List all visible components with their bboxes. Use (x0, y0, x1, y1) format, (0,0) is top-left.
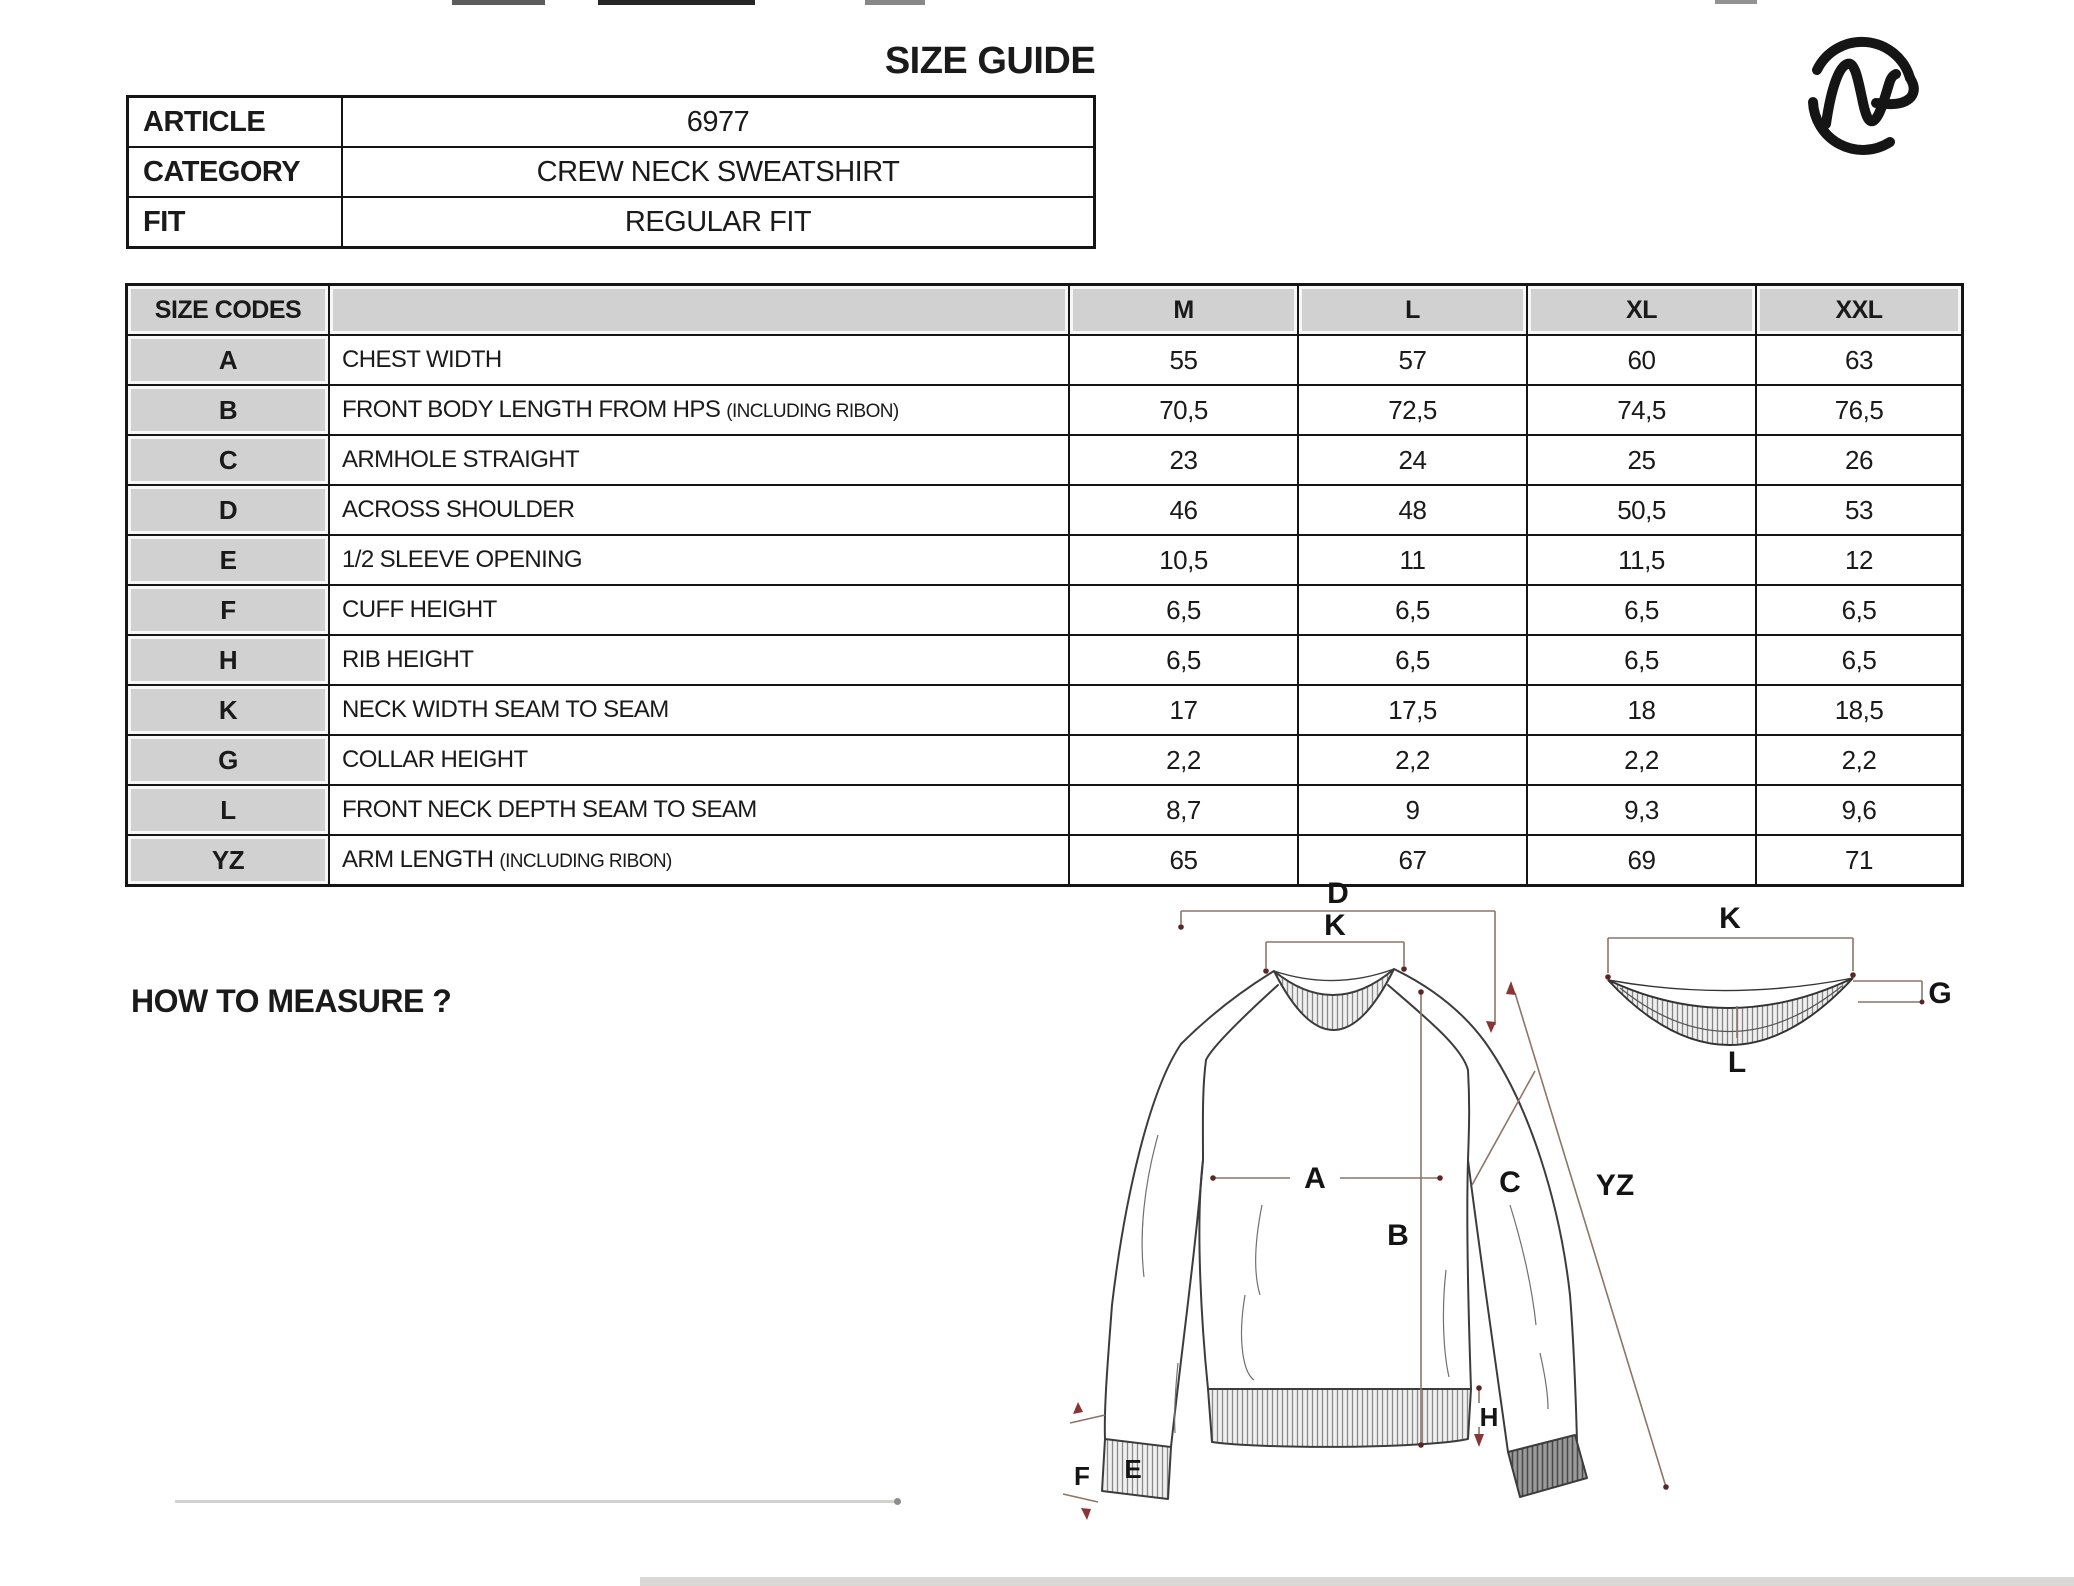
measure-name: ARM LENGTH (342, 846, 494, 873)
label-c: C (1499, 1166, 1521, 1199)
size-code: F (128, 586, 328, 634)
measure-value: 6,5 (1298, 635, 1527, 685)
scan-artifact-streak (175, 1500, 898, 1503)
measure-value: 74,5 (1527, 385, 1756, 435)
right-cuff-ribbing (1508, 1435, 1587, 1497)
collar-label-l: L (1727, 1046, 1747, 1079)
empty-header-cell (330, 286, 1068, 334)
hem-ribbing (1208, 1389, 1471, 1447)
table-row (128, 197, 1095, 248)
measure-value: 6,5 (1069, 635, 1298, 685)
measure-value: 69 (1527, 835, 1756, 886)
collar-ribbing (1274, 969, 1394, 1030)
info-value: CREW NECK SWEATSHIRT (342, 147, 1095, 197)
info-label: ARTICLE (128, 97, 343, 148)
measure-value: 24 (1298, 435, 1527, 485)
scan-artifact-dot (894, 1498, 901, 1505)
label-b: B (1387, 1219, 1409, 1252)
logo-n-icon (1826, 64, 1896, 124)
collar-band (1608, 978, 1853, 1045)
label-a: A (1304, 1162, 1326, 1195)
measure-value: 9,6 (1756, 785, 1963, 835)
label-d: D (1327, 877, 1349, 910)
table-row (127, 785, 1963, 835)
measure-value: 71 (1756, 835, 1963, 886)
size-code: YZ (128, 836, 328, 884)
scan-artifact-top (1715, 0, 1757, 4)
measure-value: 6,5 (1756, 635, 1963, 685)
table-row (127, 335, 1963, 385)
measure-value: 2,2 (1069, 735, 1298, 785)
scan-artifact-top (865, 0, 925, 5)
measure-value: 48 (1298, 485, 1527, 535)
measure-value: 76,5 (1756, 385, 1963, 435)
info-label: FIT (128, 197, 343, 248)
measure-note: (INCLUDING RIBON) (726, 401, 899, 422)
measure-name: NECK WIDTH SEAM TO SEAM (342, 696, 669, 723)
size-code: E (128, 536, 328, 584)
collar-detail-diagram (1590, 880, 2070, 1120)
page-title: SIZE GUIDE (884, 40, 1096, 82)
size-code: G (128, 736, 328, 784)
sweatshirt-diagram (1040, 875, 1680, 1575)
label-k: K (1324, 909, 1346, 942)
product-info-table (126, 95, 1096, 249)
measure-value: 6,5 (1756, 585, 1963, 635)
measure-value: 9 (1298, 785, 1527, 835)
measure-name: FRONT NECK DEPTH SEAM TO SEAM (342, 796, 757, 823)
table-row (127, 535, 1963, 585)
size-header-xl: XL (1528, 286, 1755, 334)
label-e: E (1124, 1454, 1142, 1484)
table-row (127, 385, 1963, 435)
measure-value: 12 (1756, 535, 1963, 585)
scan-artifact-bottom-band (640, 1577, 2074, 1586)
measure-value: 50,5 (1527, 485, 1756, 535)
measure-value: 11,5 (1527, 535, 1756, 585)
table-row (127, 635, 1963, 685)
measure-value: 9,3 (1527, 785, 1756, 835)
info-value: REGULAR FIT (342, 197, 1095, 248)
measure-value: 53 (1756, 485, 1963, 535)
info-value: 6977 (342, 97, 1095, 148)
measure-value: 67 (1298, 835, 1527, 886)
how-to-measure-heading: HOW TO MEASURE ? (131, 983, 452, 1019)
label-h: H (1479, 1402, 1499, 1432)
table-row (127, 585, 1963, 635)
size-header-xxl: XXL (1757, 286, 1961, 334)
measure-name: ACROSS SHOULDER (342, 496, 575, 523)
measure-value: 63 (1756, 335, 1963, 385)
table-row (127, 435, 1963, 485)
measure-value: 11 (1298, 535, 1527, 585)
measure-value: 70,5 (1069, 385, 1298, 435)
measure-name: FRONT BODY LENGTH FROM HPS (342, 396, 721, 423)
sweatshirt-outline (1105, 969, 1577, 1452)
measure-value: 55 (1069, 335, 1298, 385)
measure-value: 46 (1069, 485, 1298, 535)
measure-value: 23 (1069, 435, 1298, 485)
measure-value: 26 (1756, 435, 1963, 485)
measure-value: 2,2 (1298, 735, 1527, 785)
info-label: CATEGORY (128, 147, 343, 197)
measure-value: 65 (1069, 835, 1298, 886)
size-code: B (128, 386, 328, 434)
scan-artifact-top (452, 0, 545, 5)
scan-artifact-top (598, 0, 755, 5)
measure-name: COLLAR HEIGHT (342, 746, 528, 773)
measure-name: CUFF HEIGHT (342, 596, 497, 623)
measure-name: CHEST WIDTH (342, 346, 502, 373)
label-yz: YZ (1595, 1169, 1635, 1202)
measure-value: 60 (1527, 335, 1756, 385)
measure-value: 17 (1069, 685, 1298, 735)
collar-label-k: K (1719, 902, 1741, 935)
table-row (127, 735, 1963, 785)
measure-value: 57 (1298, 335, 1527, 385)
measure-value: 18 (1527, 685, 1756, 735)
size-code: D (128, 486, 328, 534)
table-row (127, 685, 1963, 735)
size-measurements-table (125, 283, 1964, 887)
measure-value: 18,5 (1756, 685, 1963, 735)
measure-value: 6,5 (1527, 635, 1756, 685)
table-row (128, 147, 1095, 197)
size-code: A (128, 336, 328, 384)
size-code: H (128, 636, 328, 684)
measure-value: 2,2 (1756, 735, 1963, 785)
measure-value: 17,5 (1298, 685, 1527, 735)
table-row (127, 485, 1963, 535)
measure-value: 72,5 (1298, 385, 1527, 435)
size-codes-header: SIZE CODES (128, 286, 328, 334)
measure-name: ARMHOLE STRAIGHT (342, 446, 580, 473)
size-code: K (128, 686, 328, 734)
table-header-row (127, 285, 1963, 336)
measure-note: (INCLUDING RIBON) (499, 851, 672, 872)
measure-value: 6,5 (1069, 585, 1298, 635)
measure-value: 10,5 (1069, 535, 1298, 585)
size-code: L (128, 786, 328, 834)
brand-logo-icon (1800, 36, 1925, 158)
size-code: C (128, 436, 328, 484)
label-f: F (1074, 1461, 1090, 1491)
measure-name: RIB HEIGHT (342, 646, 474, 673)
measure-name: 1/2 SLEEVE OPENING (342, 546, 582, 573)
measure-value: 6,5 (1527, 585, 1756, 635)
collar-label-g: G (1928, 977, 1952, 1010)
measure-value: 8,7 (1069, 785, 1298, 835)
measure-value: 25 (1527, 435, 1756, 485)
measure-value: 6,5 (1298, 585, 1527, 635)
table-row (128, 97, 1095, 148)
size-header-l: L (1299, 286, 1526, 334)
size-header-m: M (1070, 286, 1297, 334)
measure-value: 2,2 (1527, 735, 1756, 785)
